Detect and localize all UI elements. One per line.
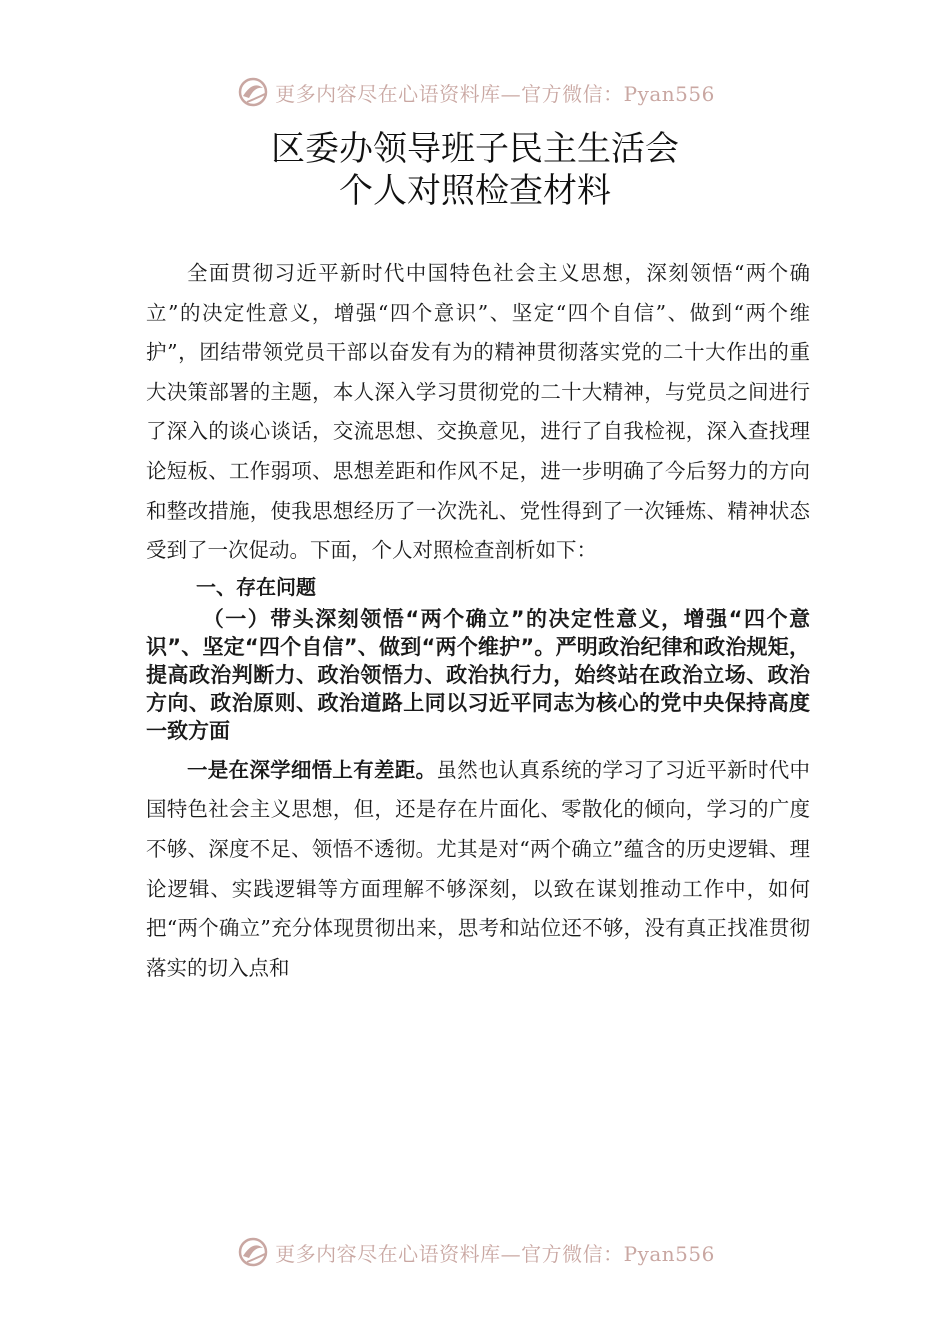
swirl-logo-icon <box>235 1234 271 1270</box>
watermark-footer <box>0 1232 950 1272</box>
watermark-text: 更多内容尽在心语资料库—官方微信：Pyan556 <box>275 1241 715 1266</box>
document-body <box>146 254 810 988</box>
section-heading: 一、存在问题 <box>196 574 316 599</box>
intro-paragraph: 全面贯彻习近平新时代中国特色社会主义思想，深刻领悟“两个确立”的决定性意义，增强“四个意识”、坚定“四个自信”、做到“两个维护”，团结带领党员干部以奋发有为的精神贯彻落实党的二十大作出的重大决策部署的主题，本人深入学习贯彻党的二十大精神，与党员之间进行了深入的谈心谈话，交流思想、交换意见，进行了自我检视，深入查找理论短板、工作弱项、思想差距和作风不足，进一步明确了今后努力的方向和整改措施，使我思想经历了一次洗礼、党性得到了一次锤炼、精神状态受到了一次促动。下面，个人对照检查剖析如下： <box>146 261 810 563</box>
point-lead: 一是在深学细悟上有差距。 <box>187 757 437 782</box>
title-line-2: 个人对照检查材料 <box>339 171 611 211</box>
watermark-text: 更多内容尽在心语资料库—官方微信：Pyan556 <box>275 81 715 106</box>
swirl-logo-icon <box>235 74 271 110</box>
document-title <box>0 128 950 212</box>
title-line-1: 区委办领导班子民主生活会 <box>271 129 679 169</box>
subsection-heading: （一）带头深刻领悟“两个确立”的决定性意义，增强“四个意识”、坚定“四个自信”、做到“两个维护”。严明政治纪律和政治规矩，提高政治判断力、政治领悟力、政治执行力，始终站在政治立场、政治方向、政治原则、政治道路上同以习近平同志为核心的党中央保持高度一致方面 <box>146 606 810 743</box>
watermark-header <box>0 72 950 112</box>
point-paragraph <box>146 751 810 989</box>
point-body: 虽然也认真系统的学习了习近平新时代中国特色社会主义思想，但，还是存在片面化、零散化的倾向，学习的广度不够、深度不足、领悟不透彻。尤其是对“两个确立”蕴含的历史逻辑、理论逻辑、实践逻辑等方面理解不够深刻，以致在谋划推动工作中，如何把“两个确立”充分体现贯彻出来，思考和站位还不够，没有真正找准贯彻落实的切入点和 <box>146 757 811 980</box>
